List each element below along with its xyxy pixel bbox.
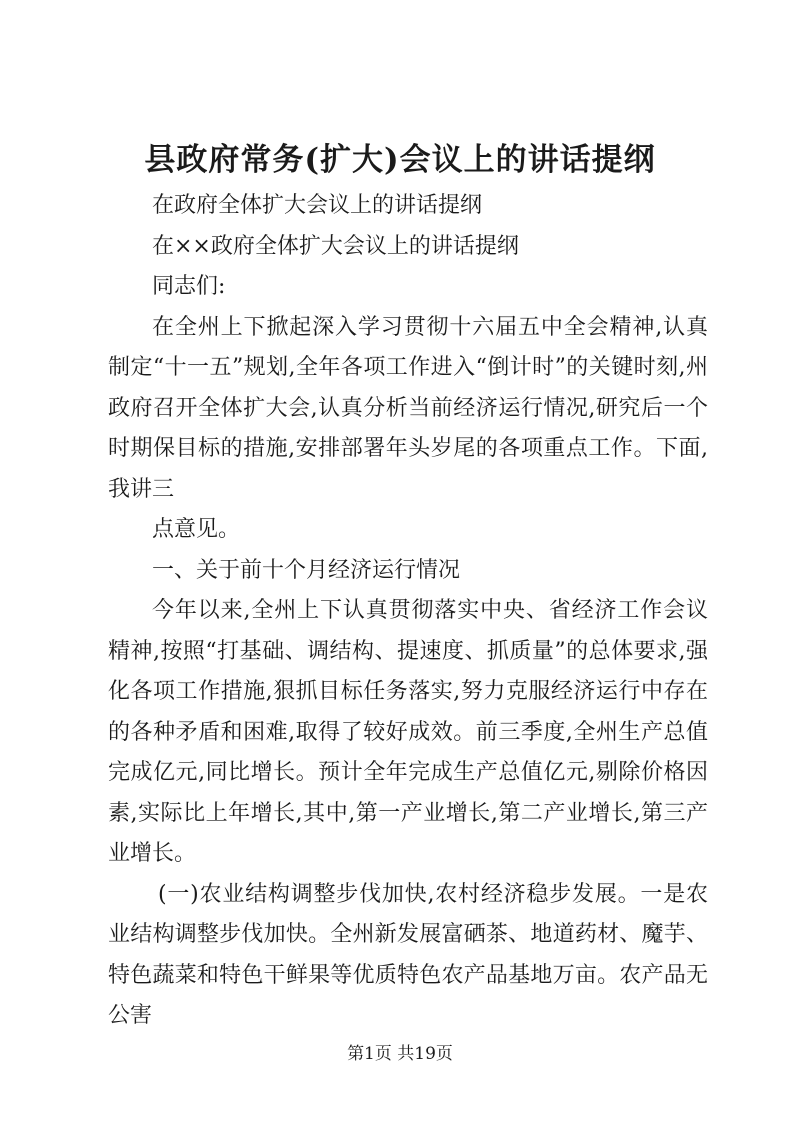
section-1-paragraph: 今年以来,全州上下认真贯彻落实中央、省经济工作会议精神,按照“打基础、调结构、提速度、抓质量”的总体要求,强化各项工作措施,狠抓目标任务落实,努力克服经济运行中存在的各种矛盾和困难,取得了较好成效。前三季度,全州生产总值完成亿元,同比增长。预计全年完成生产总值亿元,剔除价格因素,实际比上年增长,其中,第一产业增长,第二产业增长,第三产业增长。 [108, 598, 708, 866]
document-body [108, 186, 708, 1037]
intro-continuation: 点意见。 [152, 517, 241, 542]
intro-paragraph: 在全州上下掀起深入学习贯彻十六届五中全会精神,认真制定“十一五”规划,全年各项工作进入“倒计时”的关键时刻,州政府召开全体扩大会,认真分析当前经济运行情况,研究后一个时期保目标的措施,安排部署年头岁尾的各项重点工作。下面,我讲三 [108, 314, 708, 502]
subtitle-paragraph-2: 在××政府全体扩大会议上的讲话提纲 [152, 233, 519, 259]
subtitle-paragraph: 在政府全体扩大会议上的讲话提纲 [152, 193, 483, 218]
salutation: 同志们: [152, 274, 226, 299]
section-heading-1: 一、关于前十个月经济运行情况 [152, 557, 461, 583]
subsection-1-paragraph: (一)农业结构调整步伐加快,农村经济稳步发展。一是农业结构调整步伐加快。全州新发展富硒茶、地道药材、魔芋、特色蔬菜和特色干鲜果等优质特色农产品基地万亩。农产品无公害 [108, 881, 708, 1028]
document-title: 县政府常务(扩大)会议上的讲话提纲 [144, 142, 656, 178]
page-footer: 第1页 共19页 [347, 1044, 453, 1064]
